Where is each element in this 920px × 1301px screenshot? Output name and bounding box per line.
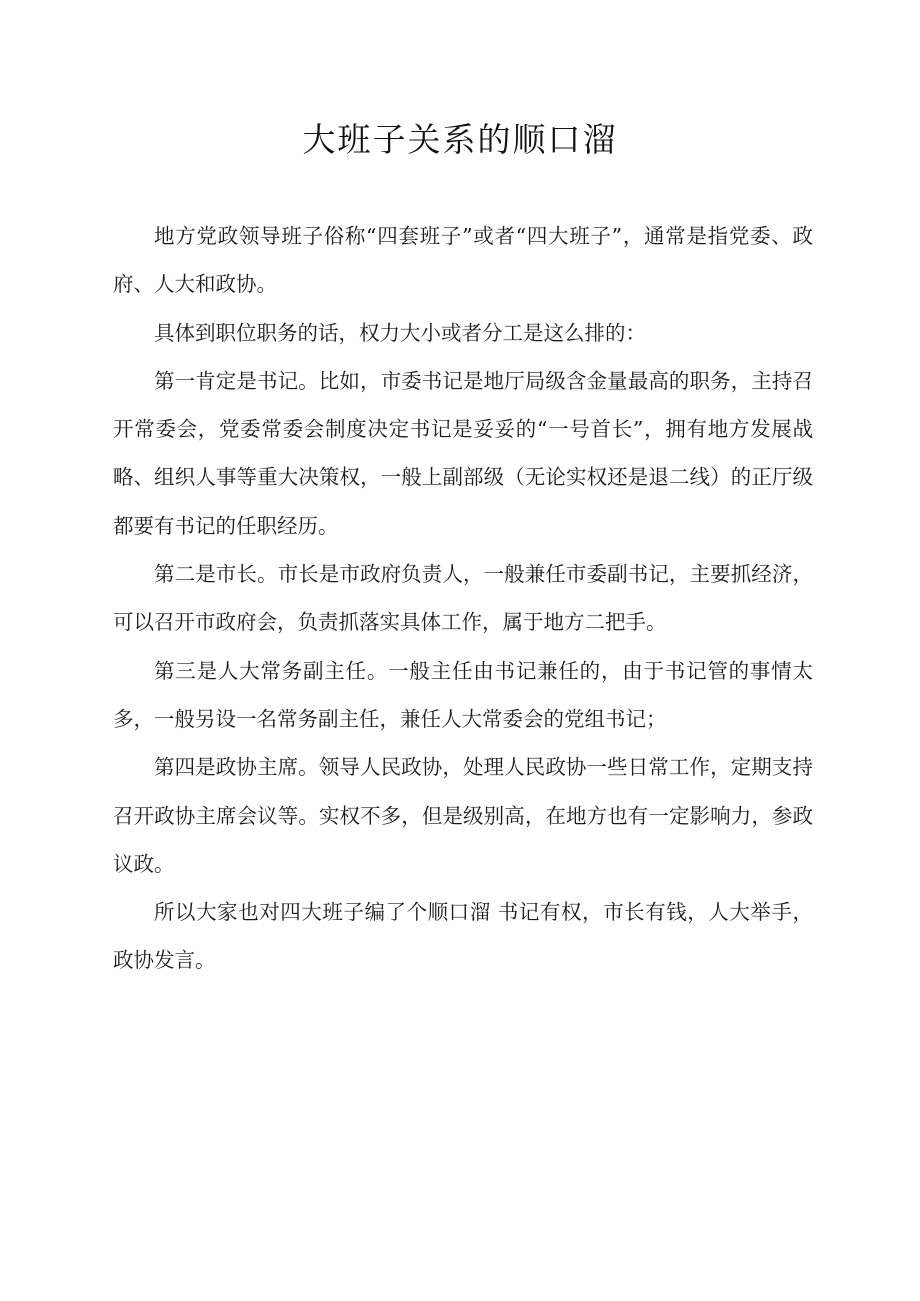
paragraph-intro: 地方党政领导班子俗称“四套班子”或者“四大班子”，通常是指党委、政府、人大和政协。 — [113, 224, 813, 297]
page-title: 大班子关系的顺口溜 — [302, 120, 618, 159]
paragraph-mayor: 第二是市长。市长是市政府负责人，一般兼任市委副书记，主要抓经济，可以召开市政府会，负责抓落实具体工作，属于地方二把手。 — [113, 562, 813, 635]
paragraph-secretary: 第一肯定是书记。比如，市委书记是地厅局级含金量最高的职务，主持召开常委会，党委常委会制度决定书记是妥妥的“一号首长”，拥有地方发展战略、组织人事等重大决策权，一般上副部级（无论实权还是退二线）的正厅级都要有书记的任职经历。 — [113, 368, 813, 538]
paragraph-rhyme: 所以大家也对四大班子编了个顺口溜 书记有权，市长有钱，人大举手，政协发言。 — [113, 900, 813, 973]
paragraph-cppcc: 第四是政协主席。领导人民政协，处理人民政协一些日常工作，定期支持召开政协主席会议等。实权不多，但是级别高，在地方也有一定影响力，参政议政。 — [113, 755, 813, 876]
paragraph-npc: 第三是人大常务副主任。一般主任由书记兼任的，由于书记管的事情太多，一般另设一名常务副主任，兼任人大常委会的党组书记； — [113, 658, 813, 731]
paragraph-ranking: 具体到职位职务的话，权力大小或者分工是这么排的： — [154, 320, 646, 345]
document-body — [113, 212, 813, 985]
